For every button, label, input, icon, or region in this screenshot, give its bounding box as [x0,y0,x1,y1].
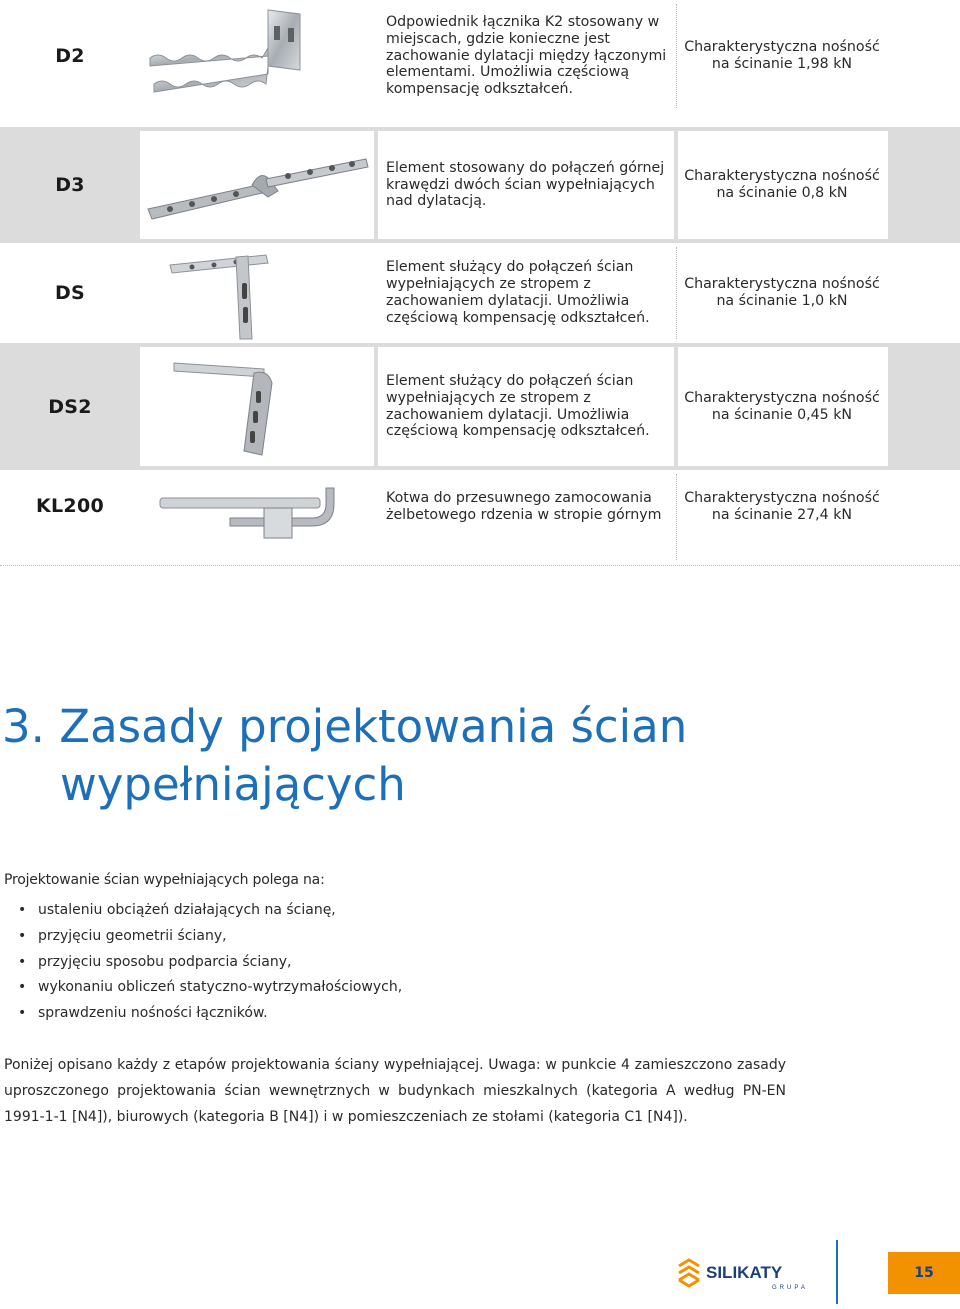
brand-sub: GRUPA [772,1285,808,1291]
product-description: Element służący do połączeń ścian wypełniających ze stropem z zachowaniem dylatacji. Umożliwia częściową kompensację odkształceń. [386,259,650,326]
product-code: D3 [55,174,85,196]
table-row [0,127,960,243]
product-description: Kotwa do przesuwnego zamocowania żelbetowego rdzenia w stropie górnym [386,490,662,523]
capacity-text [680,243,884,343]
bullet-list [18,898,402,1027]
brand-name: SILIKATY [706,1263,783,1282]
capacity-label: Charakterystyczna nośność [684,168,880,184]
product-code: DS [54,282,86,304]
heading-line-2: wypełniających [60,758,406,811]
ds-connector-image [140,243,374,343]
capacity-value: na ścinanie 1,98 kN [711,56,853,72]
capacity-text [680,127,884,243]
heading-line-1: 3. Zasady projektowania ścian [2,700,688,753]
list-item: • ustaleniu obciążeń działających na ścianę, [18,902,336,918]
kl200-anchor-image [140,470,374,560]
capacity-text [680,0,884,112]
capacity-value: na ścinanie 1,0 kN [716,293,848,309]
intro-text: Projektowanie ścian wypełniających polega na: [4,872,325,888]
d3-connector-image [140,127,374,243]
page-number: 15 [888,1252,960,1294]
capacity-label: Charakterystyczna nośność [684,389,880,406]
table-row [0,343,960,470]
capacity-value: na ścinanie 0,8 kN [716,185,848,201]
product-code: KL200 [36,495,104,517]
capacity-label: Charakterystyczna nośność [684,276,880,292]
capacity-text [680,343,884,470]
capacity-label: Charakterystyczna nośność [684,39,880,55]
product-description: Element stosowany do połączeń górnej krawędzi dwóch ścian wypełniających nad dylatacją. [386,159,665,210]
ds2-connector-image [140,343,374,470]
product-description: Element służący do połączeń ścian wypełniających ze stropem z zachowaniem dylatacji. Umożliwia częściową kompensację odkształceń. [386,372,650,440]
product-code: DS2 [48,395,92,418]
capacity-value: na ścinanie 27,4 kN [711,507,853,523]
capacity-label: Charakterystyczna nośność [684,490,880,506]
list-item: • przyjęciu sposobu podparcia ściany, [18,953,292,970]
table-row [0,0,960,112]
silikaty-logo [676,1256,826,1292]
capacity-text [680,470,884,560]
list-item: • przyjęciu geometrii ściany, [18,927,227,944]
table-row [0,243,960,343]
table-row [0,470,960,560]
list-item: • wykonaniu obliczeń statyczno-wytrzymałościowych, [18,979,403,996]
footer-divider [836,1240,838,1304]
body-paragraph: Poniżej opisano każdy z etapów projektowania ściany wypełniającej. Uwaga: w punkcie 4 zamieszczono zasady uproszczonego projektowania ścian wewnętrznych w budynkach mieszkalnych (kategoria A według PN-EN 1991-1-1 [N4]), biurowych (kategoria B [N4]) i w pomieszczeniach ze stołami (kategoria C1 [N4]). [4,1057,786,1125]
capacity-value: na ścinanie 0,45 kN [711,406,853,423]
list-item: • sprawdzeniu nośności łączników. [18,1005,268,1022]
section-heading [2,698,902,814]
product-description: Odpowiednik łącznika K2 stosowany w miejscach, gdzie konieczne jest zachowanie dylatacji między łączonymi elementami. Umożliwia częściową kompensację odkształceń. [386,14,667,98]
product-code: D2 [55,45,85,67]
d2-connector-image [140,0,374,112]
